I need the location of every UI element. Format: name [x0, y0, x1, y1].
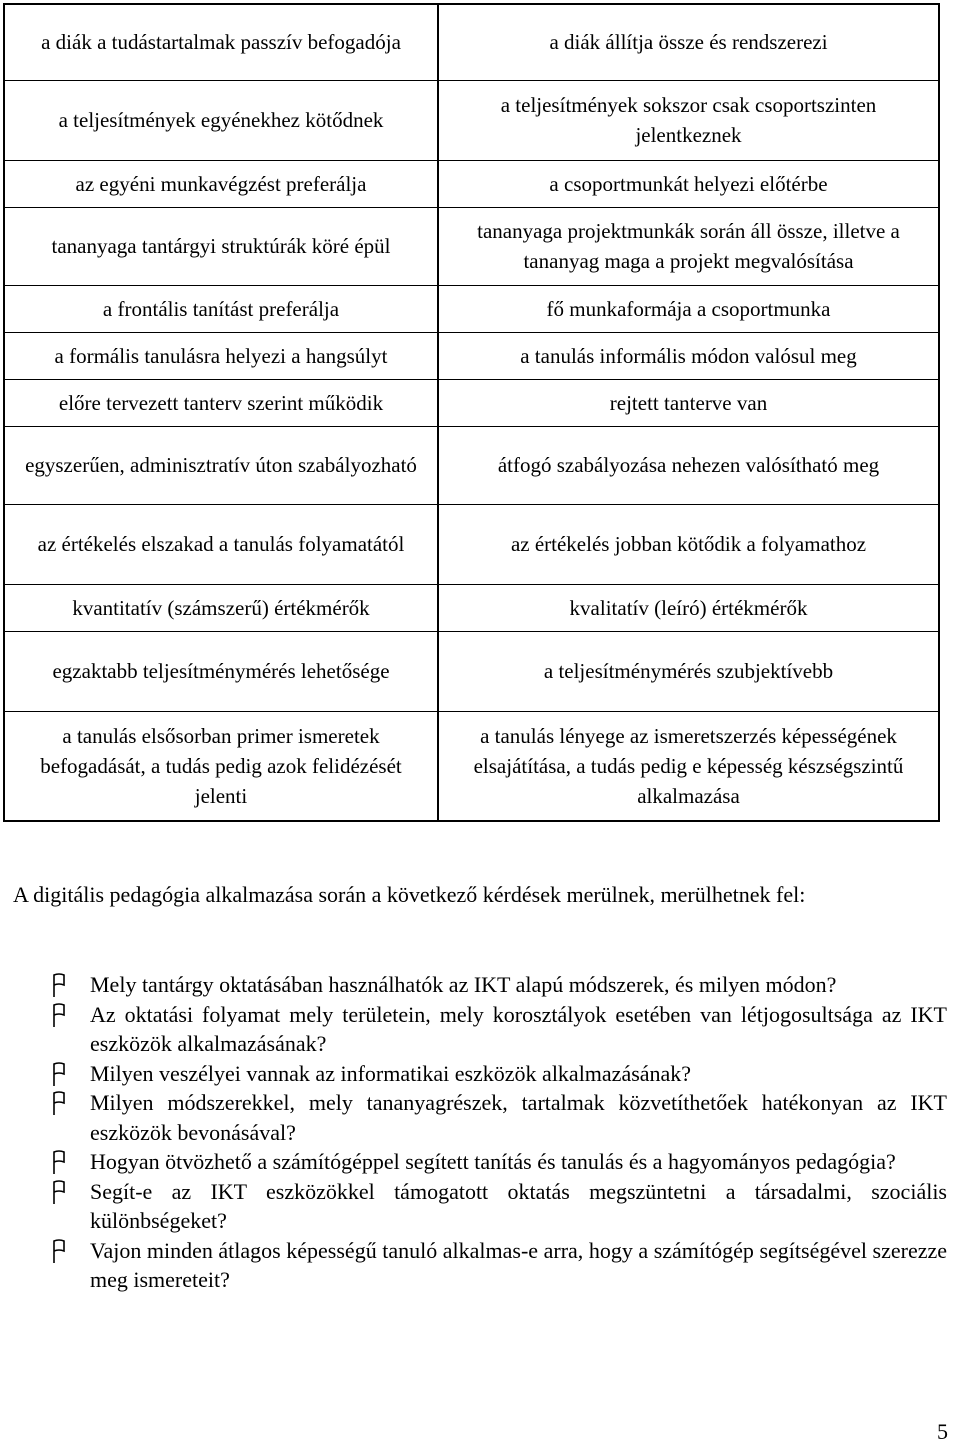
traditional-cell: egzaktabb teljesítménymérés lehetősége: [4, 631, 438, 711]
traditional-cell: a frontális tanítást preferálja: [4, 285, 438, 332]
digital-cell: a teljesítménymérés szubjektívebb: [438, 631, 939, 711]
table-row: [4, 332, 939, 379]
question-text: Milyen veszélyei vannak az informatikai eszközök alkalmazásának?: [90, 1060, 692, 1086]
table-row: [4, 80, 939, 160]
digital-cell: tananyaga projektmunkák során áll össze, illetve a tananyag maga a projekt megvalósítása: [438, 207, 939, 285]
question-text: Milyen módszerekkel, mely tananyagrészek, tartalmak közvetíthetőek hatékonyan az IKT eszközök bevonásával?: [90, 1090, 947, 1145]
comparison-table-body: [4, 4, 939, 821]
question-list: [50, 970, 947, 1295]
table-row: [4, 4, 939, 80]
table-row: [4, 285, 939, 332]
table-row: [4, 379, 939, 426]
table-row: [4, 631, 939, 711]
list-item: [50, 1088, 947, 1147]
hollow-flag-bullet-icon: [50, 1062, 68, 1088]
traditional-cell: a diák a tudástartalmak passzív befogadója: [4, 4, 438, 80]
list-item: [50, 1059, 947, 1089]
traditional-cell: a teljesítmények egyénekhez kötődnek: [4, 80, 438, 160]
digital-cell: kvalitatív (leíró) értékmérők: [438, 584, 939, 631]
digital-cell: fő munkaformája a csoportmunka: [438, 285, 939, 332]
traditional-cell: kvantitatív (számszerű) értékmérők: [4, 584, 438, 631]
traditional-cell: a tanulás elsősorban primer ismeretek befogadását, a tudás pedig azok felidézését jelenti: [4, 711, 438, 821]
table-row: [4, 711, 939, 821]
hollow-flag-bullet-icon: [50, 1091, 68, 1117]
traditional-cell: az értékelés elszakad a tanulás folyamatától: [4, 504, 438, 584]
list-item: [50, 1236, 947, 1295]
table-row: [4, 584, 939, 631]
digital-cell: rejtett tanterve van: [438, 379, 939, 426]
list-item: [50, 1000, 947, 1059]
hollow-flag-bullet-icon: [50, 1239, 68, 1265]
digital-cell: átfogó szabályozása nehezen valósítható meg: [438, 426, 939, 504]
digital-cell: a teljesítmények sokszor csak csoportszinten jelentkeznek: [438, 80, 939, 160]
digital-cell: az értékelés jobban kötődik a folyamathoz: [438, 504, 939, 584]
question-text: Mely tantárgy oktatásában használhatók az IKT alapú módszerek, és milyen módon?: [90, 972, 837, 997]
hollow-flag-bullet-icon: [50, 1180, 68, 1206]
list-item: [50, 1177, 947, 1236]
list-item: [50, 1147, 947, 1177]
traditional-cell: előre tervezett tanterv szerint működik: [4, 379, 438, 426]
question-text: Vajon minden átlagos képességű tanuló alkalmas-e arra, hogy a számítógép segítségével szerezze meg ismereteit?: [90, 1237, 947, 1292]
question-text: Hogyan ötvözhető a számítógéppel segített tanítás és tanulás és a hagyományos pedagógia?: [90, 1149, 896, 1174]
traditional-cell: egyszerűen, adminisztratív úton szabályozható: [4, 426, 438, 504]
table-row: [4, 160, 939, 207]
hollow-flag-bullet-icon: [50, 1150, 68, 1176]
table-row: [4, 426, 939, 504]
comparison-table: [3, 3, 940, 822]
list-item: [50, 970, 947, 1000]
page-number: 5: [937, 1419, 948, 1444]
digital-cell: a tanulás informális módon valósul meg: [438, 332, 939, 379]
hollow-flag-bullet-icon: [50, 973, 68, 999]
hollow-flag-bullet-icon: [50, 1003, 68, 1029]
traditional-cell: tananyaga tantárgyi struktúrák köré épül: [4, 207, 438, 285]
digital-cell: a csoportmunkát helyezi előtérbe: [438, 160, 939, 207]
traditional-cell: a formális tanulásra helyezi a hangsúlyt: [4, 332, 438, 379]
table-row: [4, 207, 939, 285]
digital-cell: a tanulás lényege az ismeretszerzés képességének elsajátítása, a tudás pedig e képesség készségszintű alkalmazása: [438, 711, 939, 821]
table-row: [4, 504, 939, 584]
digital-cell: a diák állítja össze és rendszerezi: [438, 4, 939, 80]
intro-paragraph: A digitális pedagógia alkalmazása során a következő kérdések merülnek, merülhetnek fel:: [13, 882, 806, 907]
question-text: Az oktatási folyamat mely területein, mely korosztályok esetében van létjogosultsága az IKT eszközök alkalmazásának?: [90, 1001, 947, 1056]
traditional-cell: az egyéni munkavégzést preferálja: [4, 160, 438, 207]
question-text: Segít-e az IKT eszközökkel támogatott oktatás megszüntetni a társadalmi, szociális különbségeket?: [90, 1178, 947, 1233]
